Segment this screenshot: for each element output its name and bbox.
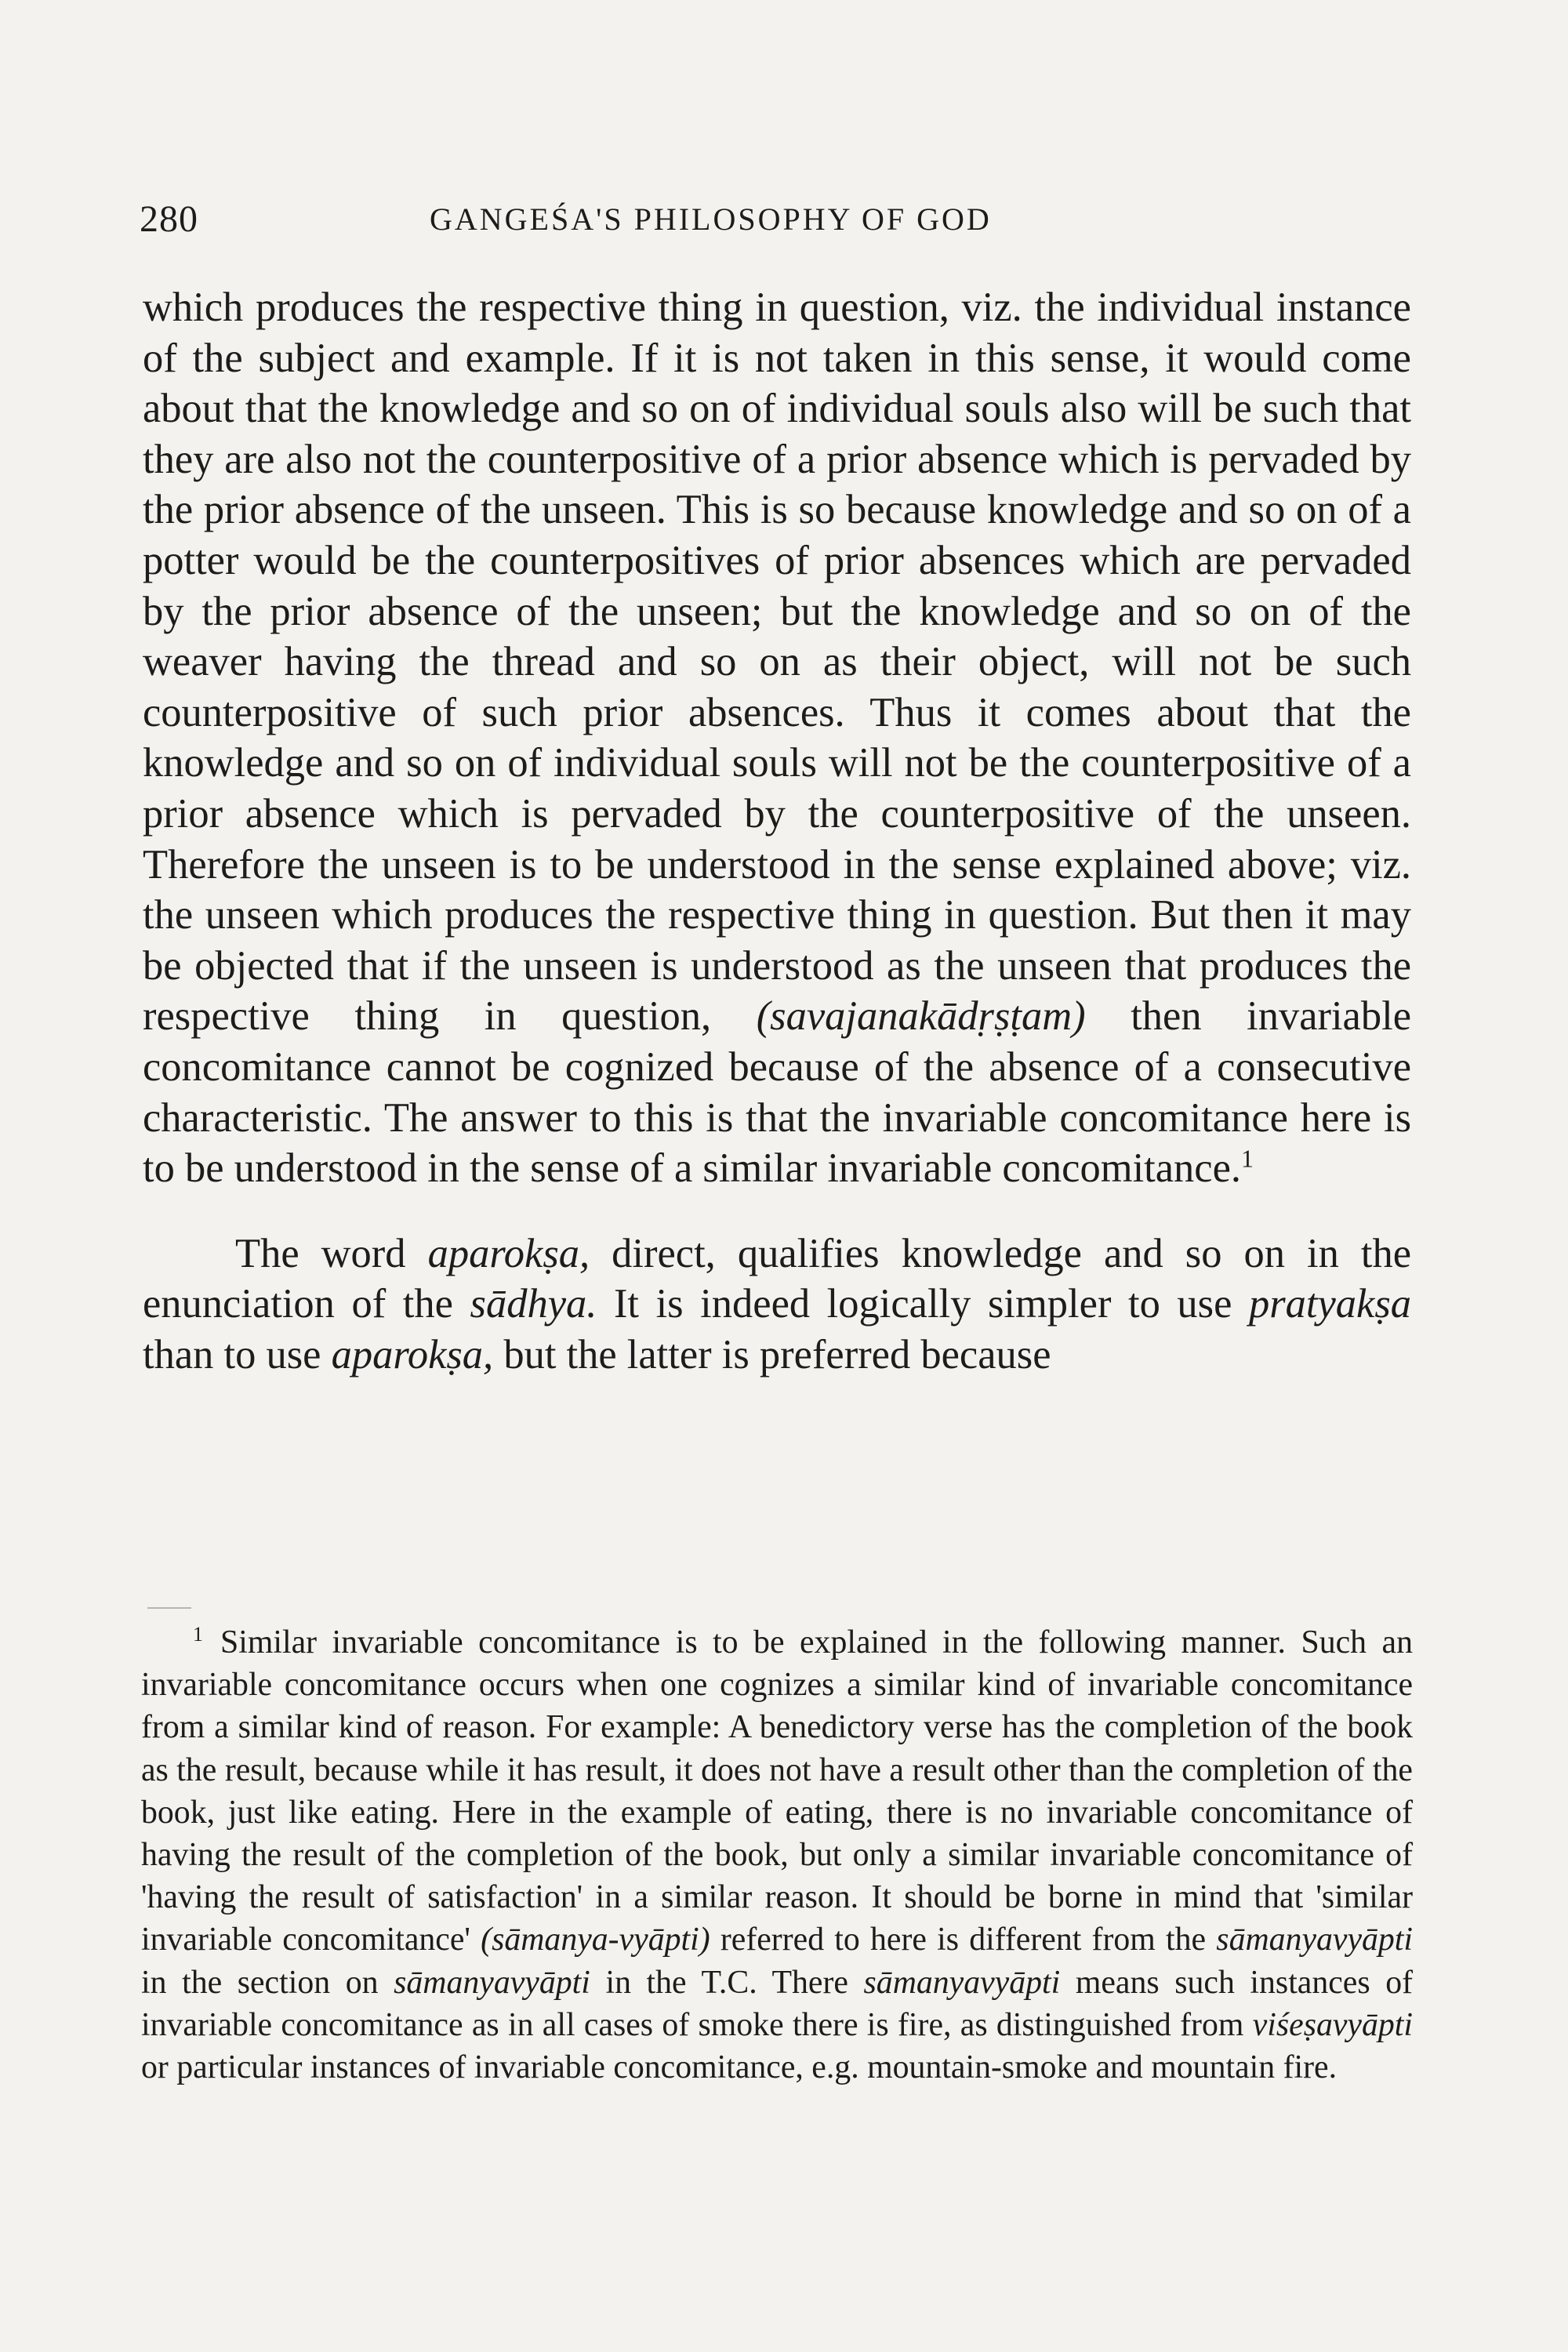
sanskrit-term: sāmanyavyāpti (394, 1964, 590, 2001)
footnote-marker: 1 (193, 1623, 203, 1646)
sanskrit-term: aparokṣa, (427, 1230, 590, 1276)
sanskrit-term: (savajanakādṛṣṭam) (756, 993, 1086, 1040)
paragraph-2-text: but the latter is preferred because (503, 1331, 1051, 1377)
paragraph-1 (143, 282, 1411, 1194)
footnote-reference: 1 (1241, 1144, 1254, 1173)
paragraph-2-text: It is indeed logically simpler to use (613, 1281, 1232, 1327)
paragraph-1-text-after: then invariable concomitance cannot be cognized because of the absence of a consecutive characteristic. The answer to this is that the invariable concomitance here is to be understood in the sense of a similar invariable concomitance. (143, 993, 1411, 1192)
footnote-text: referred to here is different from the (720, 1922, 1207, 1958)
footnote-text: means such instances of invariable concomitance as in all cases of smoke there is fire, as distinguished from (141, 1964, 1414, 2043)
footnote-text: Similar invariable concomitance is to be explained in the following manner. Such an invariable concomitance occurs when one cognizes a similar kind of invariable concomitance from a similar kind of reason. For example: A benedictory verse has the completion of the book as the result, because while it has result, it does not have a result other than the completion of the book, just like eating. Here in the example of eating, there is no invariable concomitance of having the result of the completion of the book, but only a similar invariable concomitance of 'having the result of satisfaction' in a similar reason. It should be borne in mind that 'similar invariable concomitance' (141, 1624, 1413, 1958)
footnote-text: in the T.C. There (605, 1964, 848, 2001)
sanskrit-term: aparokṣa, (331, 1331, 494, 1377)
footnote-divider (147, 1607, 191, 1609)
sanskrit-term: (sāmanya-vyāpti) (481, 1922, 710, 1958)
paragraph-1-text: which produces the respective thing in question, viz. the individual instance of the subject and example. If it is not taken in this sense, it would come about that the knowledge and so on of individual souls also will be such that they are also not the counterpositive of a prior absence which is pervaded by the prior absence of the unseen. This is so because knowledge and so on of a potter would be the counterpositives of prior absences which are pervaded by the prior absence of the unseen; but the knowledge and so on of the weaver having the thread and so on as their object, will not be such counterpositive of such prior absences. Thus it comes about that the knowledge and so on of individual souls will not be the counterpositive of a prior absence which is pervaded by the counterpositive of the unseen. Therefore the unseen is to be understood in the sense explained above; viz. the unseen which produces the respective thing in question. But then it may be objected that if the unseen is understood as the unseen that produces the respective thing in question, (143, 285, 1411, 1040)
paragraph-2-text: than to use (143, 1331, 321, 1377)
page-number: 280 (140, 198, 198, 240)
sanskrit-term: sādhya. (470, 1281, 597, 1327)
running-head (140, 198, 1410, 252)
paragraph-2-text: The word (235, 1230, 406, 1276)
paragraph-2 (143, 1229, 1411, 1381)
main-text (143, 282, 1411, 1380)
sanskrit-term: sāmanyavyāpti (863, 1964, 1061, 2001)
footnote-text: in the section on (141, 1964, 379, 2001)
footnote (141, 1621, 1413, 2089)
running-title: GANGEŚA'S PHILOSOPHY OF GOD (430, 201, 992, 237)
footnote-text: or particular instances of invariable concomitance, e.g. mountain-smoke and mountain fire. (141, 2049, 1338, 2086)
sanskrit-term: pratyakṣa (1248, 1281, 1412, 1327)
paragraph-2-text: direct, qualifies knowledge and so on in the enunciation of the (143, 1230, 1411, 1327)
sanskrit-term: viśeṣavyāpti (1252, 2006, 1413, 2043)
sanskrit-term: sāmanyavyāpti (1216, 1922, 1414, 1958)
